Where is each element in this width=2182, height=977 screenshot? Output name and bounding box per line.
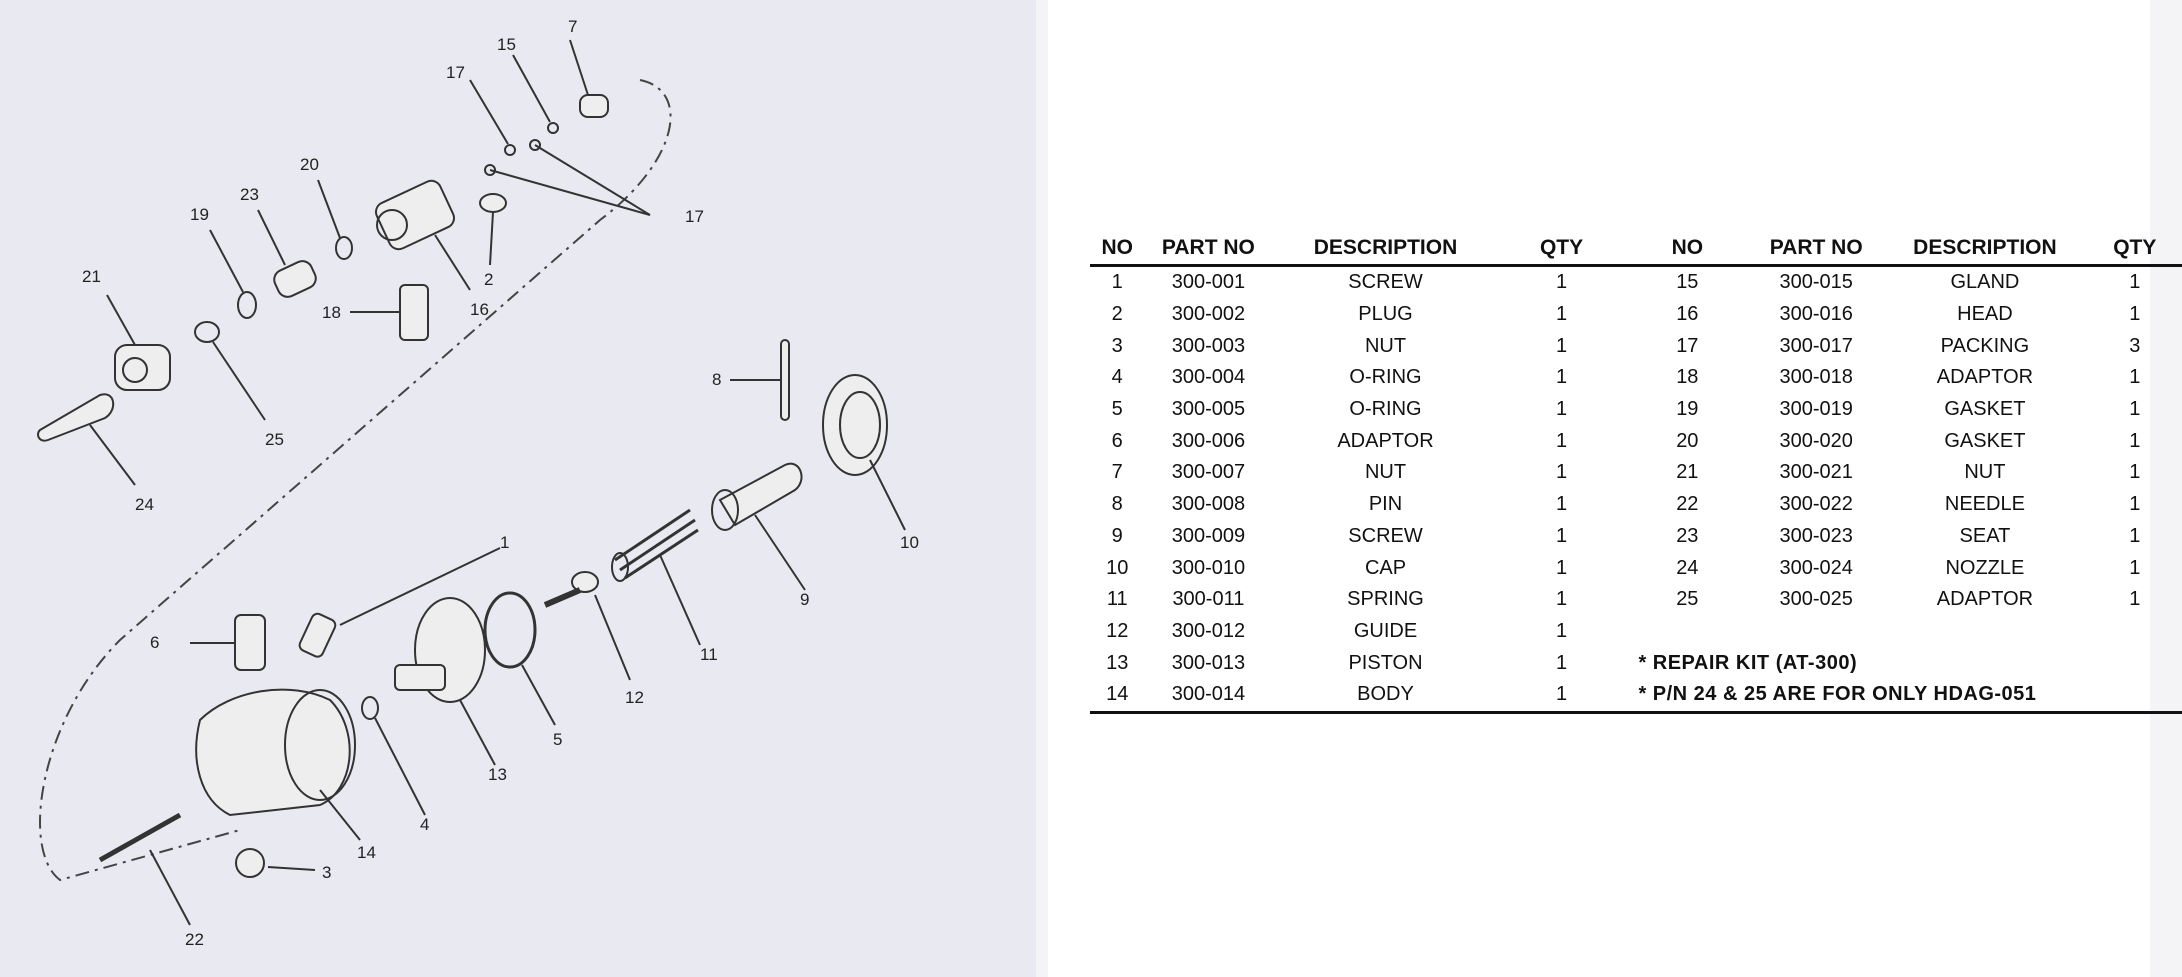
table-cell: 1 (1556, 398, 1568, 421)
table-cell: 1 (1556, 556, 1568, 579)
part-10-cap (823, 375, 905, 530)
table-cell: 1 (2129, 271, 2141, 294)
table-cell: NUT (1964, 461, 2006, 484)
part-9-screw (712, 464, 805, 590)
table-cell: CAP (1364, 556, 1407, 579)
column-header: PART NO (1144, 232, 1272, 266)
table-cell: 9 (1111, 524, 1123, 547)
part-14-body (196, 690, 360, 840)
part-2-plug (480, 194, 506, 265)
table-cell: 1 (1556, 493, 1568, 516)
parts-table-body (1090, 266, 2182, 713)
part-16-head (373, 178, 470, 290)
part-22-needle (100, 815, 190, 925)
table-cell: PLUG (1358, 303, 1413, 326)
table-cell: 1 (1556, 524, 1568, 547)
table-cell: 300-013 (1171, 651, 1246, 674)
column-header: QTY (2088, 232, 2182, 266)
table-cell: 300-006 (1171, 429, 1246, 452)
table-cell: 3 (1111, 334, 1123, 357)
table-cell: NUT (1364, 461, 1407, 484)
table-cell: 300-012 (1171, 619, 1246, 642)
callout-label: 12 (625, 688, 644, 707)
table-cell: 1 (2129, 429, 2141, 452)
table-cell: 300-001 (1171, 271, 1246, 294)
table-cell: 1 (1556, 651, 1568, 674)
table-row (1090, 679, 2182, 712)
table-cell: 2 (1111, 303, 1123, 326)
table-cell: ADAPTOR (1337, 429, 1434, 452)
table-cell: GASKET (1944, 429, 2026, 452)
callout-label: 23 (240, 185, 259, 204)
table-cell: 300-005 (1171, 398, 1246, 421)
table-cell: SCREW (1348, 524, 1423, 547)
part-15-gland (513, 55, 558, 133)
table-cell: BODY (1272, 679, 1498, 712)
table-row (1090, 362, 2182, 394)
part-23-seat (258, 210, 319, 300)
table-cell: 1 (1556, 461, 1568, 484)
table-row (1090, 521, 2182, 553)
callout-label: 20 (300, 155, 319, 174)
parts-list-panel (1048, 0, 2157, 977)
callout-label: 16 (470, 300, 489, 319)
table-cell: 1 (1556, 429, 1568, 452)
table-cell: 300-023 (1779, 524, 1853, 547)
table-row (1090, 616, 2182, 648)
column-header: PART NO (1750, 232, 1882, 266)
callout-label: 21 (82, 267, 101, 286)
table-cell: 1 (2129, 398, 2141, 421)
table-cell: 18 (1676, 366, 1699, 389)
callout-label: 1 (500, 533, 510, 552)
column-header: QTY (1499, 232, 1625, 266)
callout-label: 14 (357, 843, 376, 862)
table-note: * REPAIR KIT (AT-300) (1638, 651, 1858, 674)
callout-label: 8 (712, 370, 722, 389)
part-18-adaptor (350, 285, 428, 340)
part-8-pin (730, 340, 789, 420)
table-cell: NOZZLE (1945, 556, 2025, 579)
empty-cell (1624, 616, 2182, 648)
assembly-path-line (40, 80, 671, 880)
table-cell: 1 (1556, 588, 1568, 611)
table-row (1090, 330, 2182, 362)
table-cell: 1 (2129, 366, 2141, 389)
table-row (1090, 647, 2182, 679)
part-12-guide (545, 572, 630, 680)
table-cell: 15 (1676, 271, 1699, 294)
table-cell: 300-021 (1779, 461, 1853, 484)
callout-label: 22 (185, 930, 204, 949)
table-cell: HEAD (1957, 303, 2013, 326)
diagram-drawing (0, 0, 1036, 977)
part-20-gasket (318, 180, 352, 259)
part-4-o-ring (362, 697, 425, 815)
table-cell: 1 (1556, 303, 1568, 326)
table-note: * P/N 24 & 25 ARE FOR ONLY HDAG-051 (1624, 679, 2182, 712)
table-cell: O-RING (1349, 398, 1422, 421)
table-row (1090, 266, 2182, 299)
callout-label: 13 (488, 765, 507, 784)
table-cell: 7 (1111, 461, 1123, 484)
callout-label: 9 (800, 590, 810, 609)
table-cell: 8 (1111, 493, 1123, 516)
table-cell: 300-024 (1779, 556, 1853, 579)
table-cell: SEAT (1959, 524, 2011, 547)
callout-label: 18 (322, 303, 341, 322)
part-25-adaptor (195, 322, 265, 420)
table-cell: 1 (1556, 334, 1568, 357)
table-cell: 22 (1676, 493, 1699, 516)
table-header-row (1090, 232, 2182, 266)
callout-label: 10 (900, 533, 919, 552)
part-11-spring (612, 510, 700, 645)
table-cell: 1 (2129, 493, 2141, 516)
table-cell: 6 (1111, 429, 1123, 452)
callout-label: 2 (484, 270, 494, 289)
part-19-gasket (210, 230, 256, 318)
table-cell: 1 (2129, 588, 2141, 611)
part-21-nut (107, 295, 170, 390)
table-cell: PISTON (1348, 651, 1423, 674)
table-cell: GLAND (1950, 271, 2020, 294)
table-cell: 24 (1676, 556, 1699, 579)
table-cell: 300-025 (1779, 588, 1853, 611)
table-cell: PACKING (1940, 334, 2030, 357)
part-13-piston (395, 598, 495, 765)
table-row (1090, 584, 2182, 616)
table-cell: SCREW (1348, 271, 1423, 294)
table-cell: 19 (1676, 398, 1699, 421)
table-cell: PIN (1368, 493, 1403, 516)
column-header: DESCRIPTION (1882, 232, 2087, 266)
table-cell: 300-010 (1171, 556, 1246, 579)
table-cell: 11 (1106, 588, 1128, 611)
table-cell: 16 (1676, 303, 1699, 326)
callout-label: 5 (553, 730, 563, 749)
table-cell: 1 (1556, 271, 1568, 294)
part-3-nut (236, 849, 315, 877)
table-cell: 300-018 (1779, 366, 1853, 389)
table-cell: 1 (1499, 679, 1625, 712)
table-cell: 12 (1106, 619, 1129, 642)
table-cell: NUT (1364, 334, 1407, 357)
callout-label: 15 (497, 35, 516, 54)
table-cell: 300-016 (1779, 303, 1853, 326)
table-cell: 300-009 (1171, 524, 1246, 547)
table-cell: 20 (1676, 429, 1699, 452)
table-cell: 1 (2129, 303, 2141, 326)
column-header: NO (1624, 232, 1750, 266)
part-24-nozzle (38, 394, 135, 485)
table-row (1090, 299, 2182, 331)
table-row (1090, 552, 2182, 584)
table-cell: 300-015 (1779, 271, 1853, 294)
table-cell: NEEDLE (1944, 493, 2025, 516)
table-cell: 300-017 (1779, 334, 1853, 357)
table-cell: 300-007 (1171, 461, 1246, 484)
table-cell: 21 (1676, 461, 1699, 484)
table-cell: O-RING (1349, 366, 1422, 389)
part-5-o-ring (485, 593, 555, 725)
table-cell: 300-014 (1144, 679, 1272, 712)
table-cell: 5 (1111, 398, 1123, 421)
table-cell: 23 (1676, 524, 1699, 547)
exploded-parts-diagram (0, 0, 1036, 977)
table-cell: 300-020 (1779, 429, 1853, 452)
table-row (1090, 425, 2182, 457)
part-7-nut (570, 40, 608, 117)
callout-label: 17 (446, 63, 465, 82)
table-cell: 300-002 (1171, 303, 1246, 326)
table-cell: 25 (1676, 588, 1699, 611)
column-header: DESCRIPTION (1272, 232, 1498, 266)
table-cell: 1 (2129, 556, 2141, 579)
table-row (1090, 394, 2182, 426)
table-cell: 14 (1090, 679, 1144, 712)
table-cell: 1 (2129, 524, 2141, 547)
table-cell: GUIDE (1353, 619, 1418, 642)
panel-divider (1036, 0, 1048, 977)
table-cell: 1 (1556, 619, 1568, 642)
table-row (1090, 457, 2182, 489)
table-cell: 10 (1106, 556, 1129, 579)
table-cell: 300-008 (1171, 493, 1246, 516)
callout-label: 11 (700, 645, 718, 664)
table-row (1090, 489, 2182, 521)
table-cell: 13 (1106, 651, 1129, 674)
parts-list-table (1090, 232, 2182, 714)
table-cell: 4 (1111, 366, 1123, 389)
callout-label: 3 (322, 863, 332, 882)
table-cell: 300-011 (1172, 588, 1245, 611)
table-cell: 300-019 (1779, 398, 1853, 421)
table-cell: 1 (2129, 461, 2141, 484)
callout-label: 6 (150, 633, 160, 652)
part-6-adaptor (190, 615, 265, 670)
callout-label: 24 (135, 495, 154, 514)
table-cell: GASKET (1944, 398, 2026, 421)
table-cell: 300-004 (1171, 366, 1246, 389)
column-header: NO (1090, 232, 1144, 266)
table-cell: 300-022 (1779, 493, 1853, 516)
table-cell: ADAPTOR (1936, 366, 2034, 389)
table-cell: SPRING (1347, 588, 1424, 611)
table-cell: 3 (2129, 334, 2141, 357)
callout-label: 4 (420, 815, 430, 834)
callout-label: 19 (190, 205, 209, 224)
callout-label: 7 (568, 17, 578, 36)
table-cell: 1 (1556, 366, 1568, 389)
table-cell: 17 (1676, 334, 1699, 357)
callout-label: 17 (685, 207, 704, 226)
callout-label: 25 (265, 430, 284, 449)
table-cell: 1 (1111, 271, 1123, 294)
table-cell: ADAPTOR (1936, 588, 2034, 611)
table-cell: 300-003 (1171, 334, 1246, 357)
